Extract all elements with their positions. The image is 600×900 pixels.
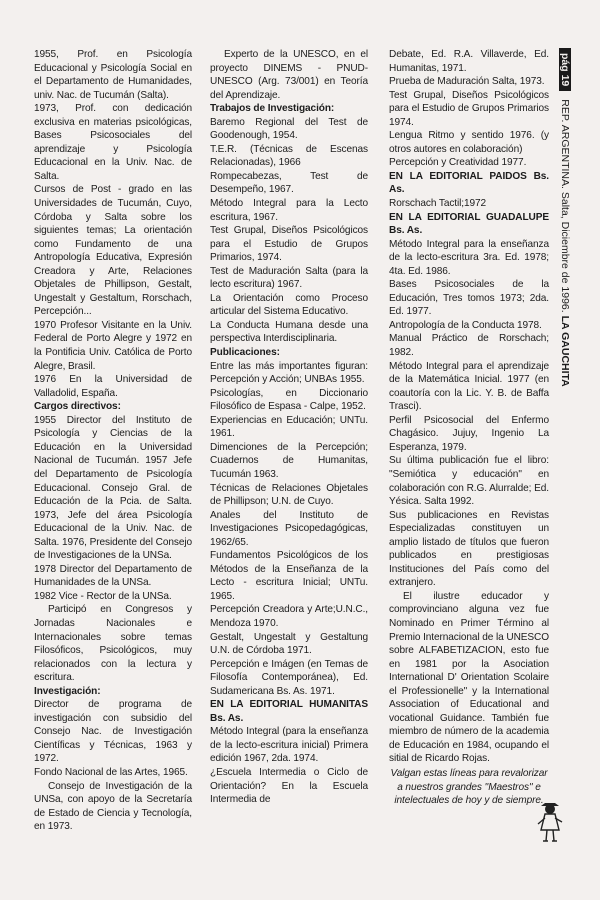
- publication-name: LA GAUCHITA: [559, 315, 571, 387]
- paragraph: ¿Escuela Intermedia o Ciclo de Orientación? En la Escuela Intermedia de: [210, 766, 368, 806]
- paragraph: Baremo Regional del Test de Goodenough, 1954.: [210, 116, 368, 142]
- paragraph: Experiencias en Educación; UNTu. 1961.: [210, 414, 368, 440]
- paragraph: 1973, Prof. con dedicación exclusiva en materias psicológicas, Bases Psicosociales del aprendizaje y Psicología Educacional en la Univ. Nac. de Salta.: [34, 103, 192, 182]
- section-heading: EN LA EDITORIAL PAIDOS Bs. As.: [389, 170, 549, 196]
- paragraph: Su última publicación fue el libro: "Semiótica y educación" en colaboración con R.G. Alurralde; Ed. Yésica. Salta 1992.: [389, 455, 549, 508]
- paragraph: Percepción e Imágen (en Temas de Filosofía Contemporánea), Ed. Sudamericana Bs. As. 1971.: [210, 658, 368, 697]
- paragraph: 1982 Vice - Rector de la UNSa.: [34, 590, 172, 602]
- paragraph: Bases Psicosociales de la Educación, Tres tomos 1973; 2da. Ed. 1977.: [389, 279, 549, 318]
- paragraph: 1955, Prof. en Psicología Educacional y Psicología Social en el Departamento de Humanidades, univ. Nac. de Tucumán (Salta).: [34, 49, 192, 101]
- paragraph: Psicologías, en Diccionario Filosófico de Espasa - Calpe, 1952.: [210, 387, 368, 413]
- paragraph: Método Integral (para la enseñanza de la lecto-escritura inicial) Primera edición 1967, 2da. 1974.: [210, 726, 368, 765]
- paragraph: Cursos de Post - grado en las Universidades de Tucumán, Cuyo, Córdoba y Salta sobre los siguientes temas; La orientación como Fundamento de una Antropología Educativa, Expresión Creadora y Arte, Relaciones Objetales de Phillipson, Gestalt, Ungestalt y Gestaltum, Rorschach, Percepción...: [34, 184, 192, 318]
- location-date: REP. ARGENTINA. Salta, Diciembre de 1996.: [559, 99, 571, 313]
- paragraph: Fondo Nacional de las Artes, 1965.: [34, 766, 188, 778]
- paragraph: Percepción Creadora y Arte;U.N.C., Mendoza 1970.: [210, 604, 368, 629]
- paragraph: Consejo de Investigación de la UNSa, con apoyo de la Secretaría de Estado de Ciencia y Tecnología, en 1973.: [34, 780, 192, 833]
- paragraph: Entre las más importantes figuran: Percepción y Acción; UNBAs 1955.: [210, 360, 368, 386]
- paragraph: Sus publicaciones en Revistas Especializadas constituyen un amplio listado de títulos que fueron publicados en prestigiosas Instituciones del País como del extranjero.: [389, 509, 549, 589]
- paragraph: Rorschach Tactil;1972: [389, 198, 487, 210]
- article-column-2: [210, 48, 368, 807]
- paragraph: Manual Práctico de Rorschach; 1982.: [389, 333, 549, 359]
- section-heading: Trabajos de Investigación:: [210, 103, 335, 115]
- paragraph: Antropología de la Conducta 1978.: [389, 319, 542, 331]
- section-heading: Investigación:: [34, 685, 101, 697]
- paragraph: Participó en Congresos y Jornadas Nacionales e Internacionales sobre temas Filosóficos, Psicológicos, muy relacionados con la lectura y escritura.: [34, 604, 192, 684]
- paragraph: 1976 En la Universidad de Valladolid, España.: [34, 374, 192, 399]
- paragraph: Anales del Instituto de Investigaciones Psicopedagógicas, 1962/65.: [210, 509, 368, 548]
- paragraph: Técnicas de Relaciones Objetales de Phillipson; U.N. de Cuyo.: [210, 482, 368, 508]
- section-heading: EN LA EDITORIAL GUADALUPE Bs. As.: [389, 211, 549, 237]
- paragraph: Gestalt, Ungestalt y Gestaltung U.N. de Córdoba 1971.: [210, 631, 368, 657]
- paragraph: Método Integral para la Lecto escritura, 1967.: [210, 198, 368, 223]
- paragraph: La Conducta Humana desde una perspectiva Interdisciplinaria.: [210, 319, 368, 345]
- paragraph: Test Grupal, Diseños Psicológicos para el Estudio de Grupos Primarios 1974.: [389, 89, 549, 128]
- paragraph: El ilustre educador y comprovinciano alguna vez fue Nominado en Primer Término al Premio Internacional de la UNESCO sobre ALFABETIZACION, esto fue en 1981 por la Asociation International D' Orientation Scolaire el Professionelle" y la International Association of Educational and vocational Guidance. También fue miembro de número de la academia de Educación en 1984, ocupando el sitial de Ricardo Rojas.: [389, 590, 549, 765]
- sidebar-strip: [555, 48, 575, 387]
- paragraph: T.E.R. (Técnicas de Escenas Relacionadas), 1966: [210, 143, 368, 169]
- paragraph: Prueba de Maduración Salta, 1973.: [389, 76, 545, 88]
- paragraph: Test de Maduración Salta (para la lecto escritura) 1967.: [210, 265, 368, 291]
- paragraph: Test Grupal, Diseños Psicológicos para el Estudio de Grupos Primarios, 1974.: [210, 225, 368, 264]
- paragraph: Fundamentos Psicológicos de los Métodos de la Enseñanza de la Lecto - escritura Inicial; UNTu. 1965.: [210, 550, 368, 602]
- section-heading: Publicaciones:: [210, 347, 280, 359]
- paragraph: Percepción y Creatividad 1977.: [389, 157, 527, 169]
- paragraph: 1978 Director del Departamento de Humanidades de la UNSa.: [34, 563, 192, 589]
- paragraph: Perfil Psicosocial del Enfermo Chagásico. Jujuy, Ingenio La Esperanza, 1979.: [389, 414, 549, 453]
- article-column-3: [389, 48, 549, 808]
- paragraph: Método Integral para el aprendizaje de la Matemática Inicial. 1977 (en coautoría con la Lic. Y. B. de Baffa Trasci).: [389, 360, 549, 413]
- paragraph: 1970 Profesor Visitante en la Univ. Federal de Porto Alegre y 1972 en la Pontificia Univ. Católica de Porto Alegre, Brasil.: [34, 319, 192, 372]
- paragraph: Lengua Ritmo y sentido 1976. (y otros autores en colaboración): [389, 130, 549, 155]
- page-sidebar: [555, 48, 575, 387]
- paragraph: 1955 Director del Instituto de Psicología y Ciencias de la Educación en la Universidad Nacional de Tucumán. 1957 Jefe del Departamento de Psicología Educacional. Consejo Gral. de Educación de la Pcia. de Salta. 1973, Jefe del área Psicología Educacional de la Univ. Nac. de Salta. 1976, Presidente del Consejo de Investigaciones de la UNSa.: [34, 414, 192, 562]
- paragraph: Método Integral para la enseñanza de la lecto-escritura 3ra. Ed. 1978; 4ta. Ed. 1986.: [389, 238, 549, 277]
- paragraph: La Orientación como Proceso articular del Sistema Educativo.: [210, 292, 368, 318]
- gauchita-mascot-icon: [537, 800, 563, 844]
- paragraph: Rompecabezas, Test de Desempeño, 1967.: [210, 170, 368, 196]
- paragraph: Debate, Ed. R.A. Villaverde, Ed. Humanitas, 1971.: [389, 49, 549, 74]
- article-column-1: [34, 48, 192, 834]
- section-heading: EN LA EDITORIAL HUMANITAS Bs. As.: [210, 699, 368, 724]
- paragraph: Dimenciones de la Percepción; Cuadernos de Humanitas, Tucumán 1963.: [210, 441, 368, 480]
- paragraph: Experto de la UNESCO, en el proyecto DINEMS - PNUD- UNESCO (Arg. 73/001) en Teoría del Aprendizaje.: [210, 49, 368, 101]
- section-heading: Cargos directivos:: [34, 401, 121, 413]
- paragraph: Valgan estas líneas para revalorizar a nuestros grandes ''Maestros'' e intelectuales de hoy y de siempre.: [390, 767, 548, 807]
- page-number-label: pág 19: [559, 48, 571, 91]
- paragraph: Director de programa de investigación con subsidio del Consejo Nac. de Investigación Científicas y Técnicas, 1963 y 1972.: [34, 699, 192, 765]
